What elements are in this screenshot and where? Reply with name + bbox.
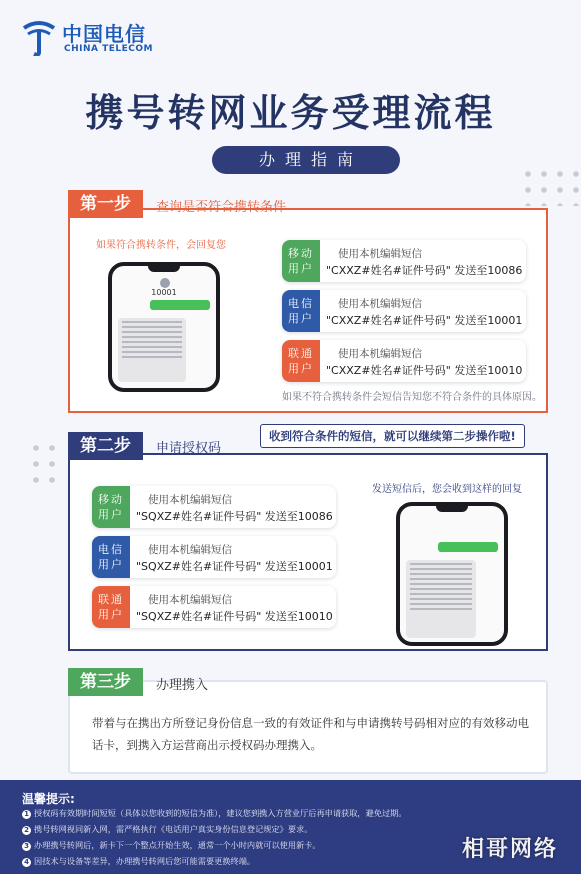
tip-item: 3 办理携号转网后，新卡下一个整点开始生效，通常一个小时内就可以使用新卡。 bbox=[22, 840, 321, 851]
carrier-badge-mobile: 移动 用户 bbox=[282, 240, 320, 282]
sms-instruction: 使用本机编辑短信 bbox=[148, 594, 232, 606]
contact-avatar-icon bbox=[160, 278, 170, 288]
step2-note-right: 发送短信后，您会收到这样的回复 bbox=[372, 484, 522, 495]
step3-subtitle: 办理携入 bbox=[156, 678, 209, 693]
step1-note-top: 如果符合携转条件，会回复您 bbox=[96, 240, 226, 251]
step1-card-telecom bbox=[282, 290, 526, 332]
step2-subtitle: 申请授权码 bbox=[156, 441, 222, 456]
sms-instruction: 使用本机编辑短信 bbox=[148, 494, 232, 506]
step1-phone-number: 10001 bbox=[151, 288, 177, 297]
decorative-dots-right bbox=[520, 166, 580, 206]
tips-title: 温馨提示: bbox=[22, 792, 75, 806]
sms-instruction: 使用本机编辑短信 bbox=[338, 298, 422, 310]
tip-item: 1 授权码有效期时间短短（具体以您收到的短信为准），建议您到携入方营业厅后再申请获取，避免过期。 bbox=[22, 808, 407, 819]
step2-banner: 收到符合条件的短信，就可以继续第二步操作啦! bbox=[260, 424, 525, 448]
tip-item: 4 因技术与设备等差异，办理携号转网后您可能需要更换终端。 bbox=[22, 856, 255, 867]
step1-subtitle: 查询是否符合携转条件 bbox=[156, 200, 287, 215]
step2-card-telecom bbox=[92, 536, 336, 578]
step1-tag: 第一步 bbox=[68, 190, 143, 218]
step2-tag: 第二步 bbox=[68, 432, 143, 460]
carrier-badge-unicom: 联通 用户 bbox=[282, 340, 320, 382]
brand-name-cn: 中国电信 bbox=[62, 22, 146, 46]
received-sms-bubble bbox=[406, 560, 476, 638]
sms-instruction: 使用本机编辑短信 bbox=[338, 248, 422, 260]
sms-command: "SQXZ#姓名#证件号码" 发送至10001 bbox=[136, 560, 333, 573]
received-sms-bubble bbox=[118, 318, 186, 382]
sms-command: "CXXZ#姓名#证件号码" 发送至10086 bbox=[326, 264, 523, 277]
brand-logo bbox=[20, 16, 160, 60]
sms-command: "CXXZ#姓名#证件号码" 发送至10001 bbox=[326, 314, 523, 327]
sms-instruction: 使用本机编辑短信 bbox=[338, 348, 422, 360]
step1-phone-illustration bbox=[108, 262, 220, 392]
sms-command: "SQXZ#姓名#证件号码" 发送至10010 bbox=[136, 610, 333, 623]
step2-card-mobile bbox=[92, 486, 336, 528]
sent-sms-bubble bbox=[150, 300, 210, 310]
carrier-badge-mobile: 移动 用户 bbox=[92, 486, 130, 528]
step2-phone-illustration bbox=[396, 502, 508, 646]
step1-card-unicom bbox=[282, 340, 526, 382]
step1-note-bottom: 如果不符合携转条件会短信告知您不符合条件的具体原因。 bbox=[282, 392, 542, 403]
watermark: 相哥网络 bbox=[462, 837, 559, 862]
decorative-dots-left bbox=[28, 440, 58, 486]
step3-description: 带着与在携出方所登记身份信息一致的有效证件和与申请携转号码相对应的有效移动电话卡，到携入方运营商出示授权码办理携入。 bbox=[92, 716, 529, 752]
page-title: 携号转网业务受理流程 bbox=[85, 91, 496, 135]
carrier-badge-unicom: 联通 用户 bbox=[92, 586, 130, 628]
step1-card-mobile bbox=[282, 240, 526, 282]
carrier-badge-telecom: 电信 用户 bbox=[282, 290, 320, 332]
sent-sms-bubble bbox=[438, 542, 498, 552]
sms-command: "SQXZ#姓名#证件号码" 发送至10086 bbox=[136, 510, 333, 523]
sms-command: "CXXZ#姓名#证件号码" 发送至10010 bbox=[326, 364, 523, 377]
step2-card-unicom bbox=[92, 586, 336, 628]
tip-item: 2 携号转网视同新入网，需严格执行《电话用户真实身份信息登记规定》要求。 bbox=[22, 824, 312, 835]
china-telecom-logo-icon bbox=[20, 16, 58, 56]
guide-label: 办理指南 bbox=[212, 146, 400, 174]
sms-instruction: 使用本机编辑短信 bbox=[148, 544, 232, 556]
step3-tag: 第三步 bbox=[68, 668, 143, 696]
brand-name-en: CHINA TELECOM bbox=[64, 44, 153, 54]
carrier-badge-telecom: 电信 用户 bbox=[92, 536, 130, 578]
